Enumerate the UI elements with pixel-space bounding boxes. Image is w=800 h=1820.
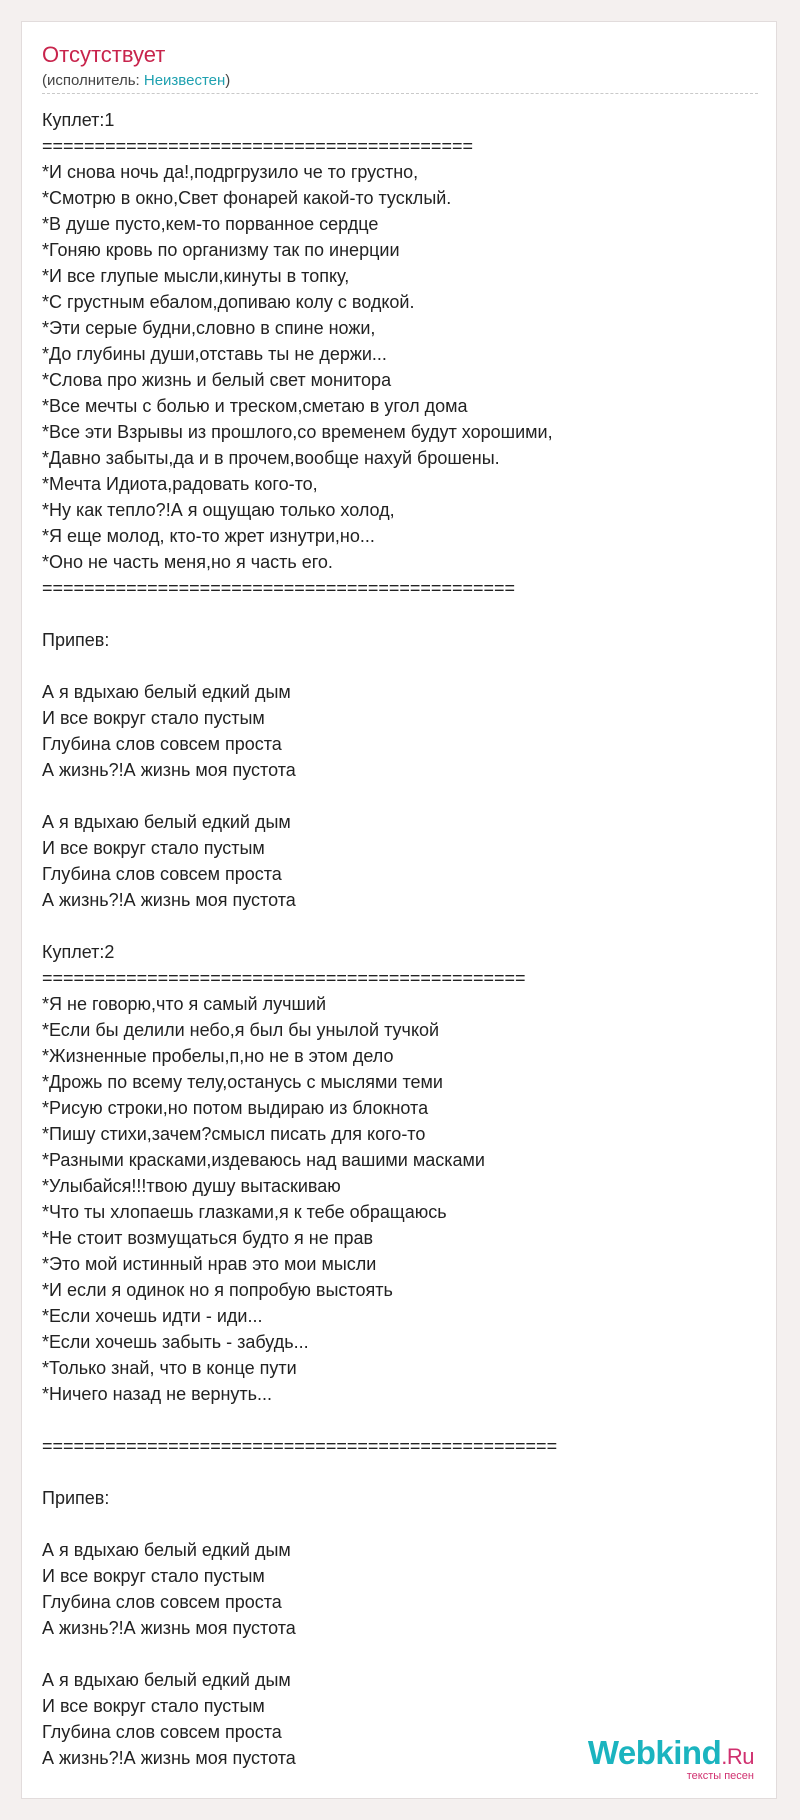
header-divider	[42, 93, 758, 94]
song-title: Отсутствует	[42, 42, 166, 67]
logo-name: Webkind	[587, 1734, 722, 1771]
site-logo[interactable]	[588, 1736, 754, 1782]
lyrics-text: Куплет:1 ========================================= *И снова ночь да!,подргрузило че то грустно, *Смотрю в окно,Свет фонарей какой-то тусклый. *В душе пусто,кем-то порванное сердце *Гоняю кровь по организму так по инерции *И все глупые мысли,кинуты в топку, *С грустным ебалом,допиваю колу с водкой. *Эти серые будни,словно в спине ножи, *До глубины души,отставь ты не держи... *Слова про жизнь и белый свет монитора *Все мечты с болью и треском,сметаю в угол дома *Все эти Взрывы из прошлого,со временем будут хорошими, *Давно забыты,да и в прочем,вообще нахуй брошены. *Мечта Идиота,радовать кого-то, *Ну как тепло?!А я ощущаю только холод, *Я еще молод, кто-то жрет изнутри,но... *Оно не часть меня,но я часть его. ============================================= Припев: А я вдыхаю белый едкий дым И все вокруг стало пустым Глубина слов совсем проста А жизнь?!А жизнь моя пустота А я вдыхаю белый едкий дым И все вокруг стало пустым Глубина слов совсем проста А жизнь?!А жизнь моя пустота Куплет:2 ============================================== *Я не говорю,что я самый лучший *Если бы делили небо,я был бы унылой тучкой *Жизненные пробелы,п,но не в этом дело *Дрожь по всему телу,останусь с мыслями теми *Рисую строки,но потом выдираю из блокнота *Пишу стихи,зачем?смысл писать для кого-то *Разными красками,издеваюсь над вашими масками *Улыбайся!!!твою душу вытаскиваю *Что ты хлопаешь глазками,я к тебе обращаюсь *Не стоит возмущаться будто я не прав *Это мой истинный нрав это мои мысли *И если я одинок но я попробую выстоять *Если хочешь идти - иди... *Если хочешь забыть - забудь... *Только знай, что в конце пути *Ничего назад не вернуть... ================================================= Припев: А я вдыхаю белый едкий дым И все вокруг стало пустым Глубина слов совсем проста А жизнь?!А жизнь моя пустота А я вдыхаю белый едкий дым И все вокруг стало пустым Глубина слов совсем проста А жизнь?!А жизнь моя пустота	[42, 110, 558, 1768]
performer-line	[42, 72, 230, 90]
performer-suffix: )	[225, 72, 231, 89]
performer-link[interactable]: Неизвестен	[143, 72, 226, 89]
performer-prefix: (исполнитель:	[42, 72, 144, 89]
logo-suffix: .Ru	[721, 1744, 754, 1769]
lyrics-card	[21, 21, 777, 1799]
logo-tagline: тексты песен	[686, 1770, 754, 1782]
logo-wordmark	[588, 1736, 754, 1774]
